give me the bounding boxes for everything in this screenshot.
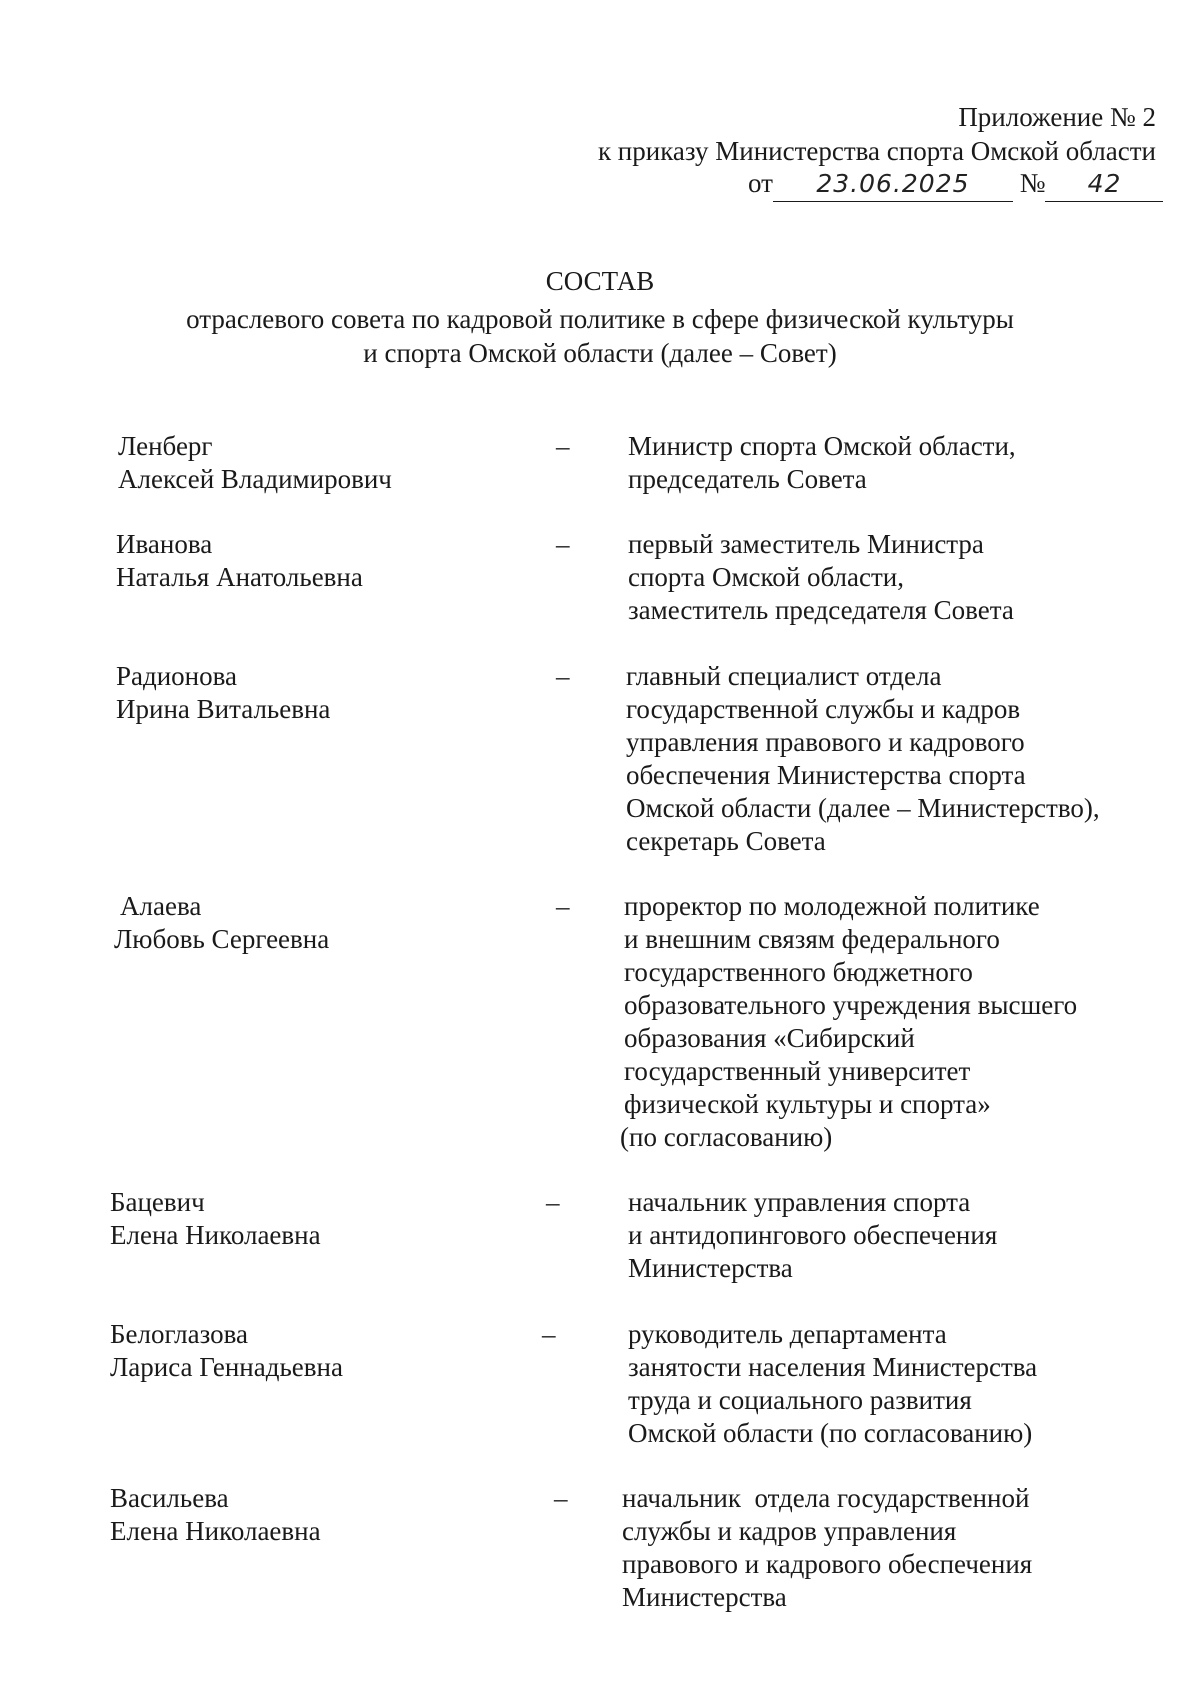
separator-dash: – (554, 1483, 568, 1513)
member-given-names: Алексей Владимирович (118, 464, 392, 494)
position-line: начальник управления спорта (628, 1187, 971, 1217)
member-surname: Иванова (116, 529, 213, 559)
position-line: труда и социального развития (628, 1385, 972, 1415)
position-line: (по согласованию) (620, 1122, 833, 1152)
order-number: 42 (1045, 167, 1163, 202)
document-subtitle-line-2: и спорта Омской области (далее – Совет) (363, 338, 837, 368)
member-position (628, 528, 1014, 627)
member-position (628, 430, 1016, 496)
member-surname: Бацевич (110, 1187, 205, 1217)
position-line: первый заместитель Министра (628, 529, 984, 559)
date-prefix: от (748, 168, 773, 198)
member-surname: Алаева (120, 891, 202, 921)
document-subtitle-line-1: отраслевого совета по кадровой политике в сфере физической культуры (186, 304, 1014, 334)
position-line: государственной службы и кадров (626, 694, 1021, 724)
position-line: секретарь Совета (626, 826, 826, 856)
position-line: физической культуры и спорта» (624, 1089, 991, 1119)
position-line: руководитель департамента (628, 1319, 947, 1349)
order-reference: к приказу Министерства спорта Омской области (597, 136, 1156, 166)
member-name (114, 890, 329, 956)
separator-dash: – (556, 891, 570, 921)
position-line: Министр спорта Омской области, (628, 431, 1016, 461)
member-surname: Белоглазова (110, 1319, 249, 1349)
position-line: государственный университет (624, 1056, 971, 1086)
position-line: заместитель председателя Совета (628, 595, 1014, 625)
separator-dash: – (556, 661, 570, 691)
member-given-names: Любовь Сергеевна (114, 924, 330, 954)
position-line: главный специалист отдела (626, 661, 942, 691)
position-line: управления правового и кадрового (626, 727, 1025, 757)
position-line: начальник отдела государственной (622, 1483, 1030, 1513)
position-line: обеспечения Министерства спорта (626, 760, 1026, 790)
number-prefix: № (1019, 168, 1046, 198)
member-name (118, 430, 392, 496)
member-given-names: Елена Николаевна (110, 1516, 321, 1546)
order-date-number (748, 166, 1163, 202)
position-line: и антидопингового обеспечения (628, 1220, 998, 1250)
member-name (110, 1318, 343, 1384)
member-given-names: Лариса Геннадьевна (110, 1352, 343, 1382)
separator-dash: – (556, 529, 570, 559)
position-line: спорта Омской области, (628, 562, 904, 592)
member-name (110, 1482, 321, 1548)
position-line: занятости населения Министерства (628, 1352, 1038, 1382)
member-surname: Васильева (110, 1483, 229, 1513)
member-surname: Ленберг (118, 431, 213, 461)
position-line: проректор по молодежной политике (624, 891, 1040, 921)
position-line: Омской области (далее – Министерство), (626, 793, 1100, 823)
member-position (628, 1318, 1037, 1450)
position-line: правового и кадрового обеспечения (622, 1549, 1033, 1579)
position-line: и внешним связям федерального (624, 924, 1000, 954)
order-date: 23.06.2025 (773, 167, 1013, 202)
member-position (620, 890, 1078, 1154)
position-line: Омской области (по согласованию) (628, 1418, 1033, 1448)
position-line: службы и кадров управления (622, 1516, 957, 1546)
position-line: Министерства (628, 1253, 793, 1283)
position-line: Министерства (622, 1582, 787, 1612)
separator-dash: – (556, 431, 570, 461)
member-position (622, 1482, 1032, 1614)
document-title: СОСТАВ (545, 266, 655, 296)
position-line: образования «Сибирский (624, 1023, 915, 1053)
member-given-names: Ирина Витальевна (116, 694, 331, 724)
member-name (116, 660, 330, 726)
appendix-label: Приложение № 2 (958, 102, 1156, 132)
position-line: председатель Совета (628, 464, 867, 494)
member-position (628, 1186, 997, 1285)
position-line: государственного бюджетного (624, 957, 973, 987)
separator-dash: – (546, 1187, 560, 1217)
member-surname: Радионова (116, 661, 238, 691)
position-line: образовательного учреждения высшего (624, 990, 1078, 1020)
member-position (626, 660, 1100, 858)
member-name (116, 528, 363, 594)
member-name (110, 1186, 321, 1252)
member-given-names: Наталья Анатольевна (116, 562, 363, 592)
separator-dash: – (542, 1319, 556, 1349)
member-given-names: Елена Николаевна (110, 1220, 321, 1250)
